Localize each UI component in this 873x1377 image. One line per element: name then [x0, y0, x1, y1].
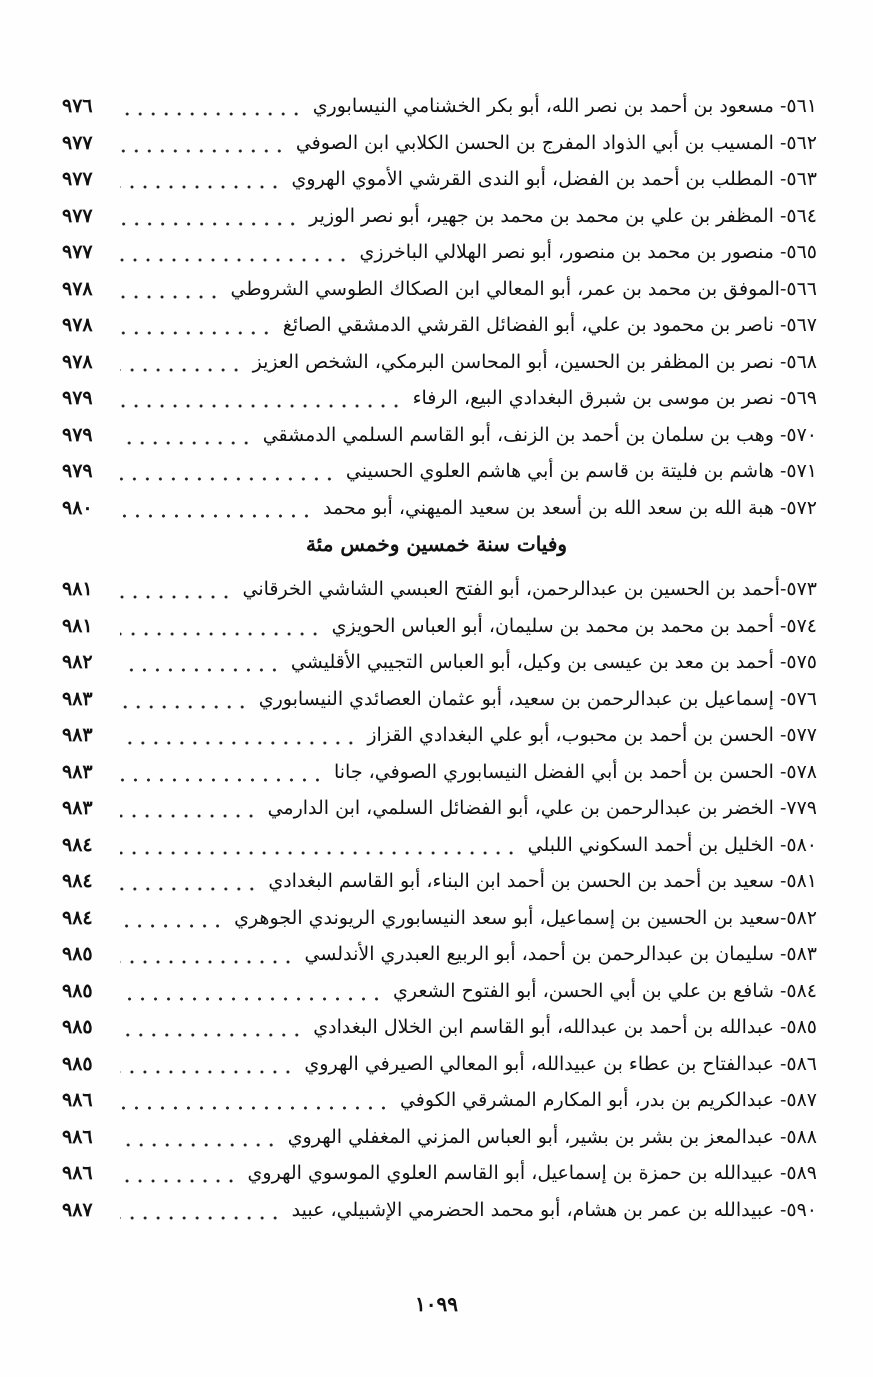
entry-title: ٥٧٣-أحمد بن الحسين بن عبدالرحمن، أبو الفتح العبسي الشاشي الخرقاني	[242, 578, 817, 600]
toc-entry	[62, 863, 817, 900]
toc-entry	[62, 754, 817, 791]
entry-title: ٥٧٠- وهب بن سلمان بن أحمد بن الزنف، أبو القاسم السلمي الدمشقي	[262, 423, 817, 446]
dot-leader	[120, 1155, 238, 1192]
entry-title: ٥٦٥- منصور بن محمد بن منصور، أبو نصر الهلالي الباخرزي	[359, 241, 817, 263]
section-heading: وفيات سنة خمسين وخمس مئة	[305, 532, 568, 556]
toc-entry	[62, 344, 817, 381]
toc-entry	[62, 900, 817, 937]
dot-leader	[120, 900, 224, 937]
toc-entry	[62, 790, 817, 827]
toc-list-2	[62, 571, 817, 1228]
entry-page-number: ٩٨٥	[62, 979, 93, 1002]
entry-page-number: ٩٨٤	[62, 833, 93, 856]
entry-page-number: ٩٧٧	[62, 241, 93, 263]
entry-title: ٥٨٨- عبدالمعز بن بشر بن بشير، أبو العباس المزني المغفلي الهروي	[287, 1125, 817, 1148]
entry-page-number: ٩٨٣	[62, 724, 93, 746]
entry-page-number: ٩٨٤	[62, 870, 93, 892]
entry-title: ٧٧٩- الخضر بن عبدالرحمن بن علي، أبو الفضائل السلمي، ابن الدارمي	[267, 797, 817, 819]
dot-leader	[120, 234, 350, 271]
page-number: ١٠٩٩	[415, 1292, 458, 1316]
toc-entry	[62, 1009, 817, 1046]
entry-title: ٥٧٧- الحسن بن أحمد بن محبوب، أبو علي البغدادي القزاز	[367, 724, 817, 746]
entry-page-number: ٩٨٠	[62, 496, 93, 519]
entry-page-number: ٩٧٨	[62, 350, 93, 373]
entry-title: ٥٦٧- ناصر بن محمود بن علي، أبو الفضائل القرشي الدمشقي الصائغ	[282, 314, 817, 336]
dot-leader	[120, 644, 281, 681]
entry-page-number: ٩٨٣	[62, 760, 93, 783]
toc-entry	[62, 234, 817, 271]
dot-leader	[120, 380, 403, 417]
entry-page-number: ٩٨٦	[62, 1089, 93, 1111]
entry-page-number: ٩٧٧	[62, 131, 93, 154]
entry-page-number: ٩٨٣	[62, 797, 93, 819]
dot-leader	[120, 161, 282, 198]
entry-title: ٥٨٠- الخليل بن أحمد السكوني اللبلي	[527, 833, 817, 856]
dot-leader	[120, 754, 324, 791]
dot-leader	[120, 490, 313, 527]
entry-title: ٥٩٠- عبيدالله بن عمر بن هشام، أبو محمد الحضرمي الإشبيلي، عبيد	[291, 1198, 817, 1221]
toc-entry	[62, 1155, 817, 1192]
dot-leader	[120, 790, 258, 827]
entry-title: ٥٨٣- سليمان بن عبدالرحمن بن أحمد، أبو الربيع العبدري الأندلسي	[304, 943, 817, 965]
entry-title: ٥٦٨- نصر بن المظفر بن الحسين، أبو المحاسن البرمكي، الشخص العزيز	[252, 350, 817, 373]
toc-entry	[62, 608, 817, 645]
dot-leader	[120, 936, 295, 973]
toc-entry	[62, 936, 817, 973]
entry-page-number: ٩٧٨	[62, 314, 93, 336]
entry-title: ٥٧٢- هبة الله بن سعد الله بن أسعد بن سعيد الميهني، أبو محمد	[322, 496, 817, 519]
entry-page-number: ٩٨٢	[62, 651, 93, 673]
entry-page-number: ٩٨٦	[62, 1162, 93, 1184]
toc-entry	[62, 1046, 817, 1083]
entry-title: ٥٦٢- المسيب بن أبي الذواد المفرج بن الحسن الكلابي ابن الصوفي	[295, 131, 817, 154]
toc-entry	[62, 644, 817, 681]
entry-page-number: ٩٧٧	[62, 204, 93, 227]
entry-title: ٥٦٦-الموفق بن محمد بن عمر، أبو المعالي ابن الصكاك الطوسي الشروطي	[230, 277, 817, 300]
entry-title: ٥٧٤- أحمد بن محمد بن محمد بن سليمان، أبو العباس الحويزي	[331, 614, 817, 637]
entry-page-number: ٩٧٧	[62, 168, 93, 190]
dot-leader	[120, 608, 322, 645]
toc-entry	[62, 571, 817, 608]
entry-title: ٥٨٥- عبدالله بن أحمد بن عبدالله، أبو القاسم ابن الخلال البغدادي	[313, 1016, 817, 1038]
dot-leader	[120, 1119, 278, 1156]
dot-leader	[120, 271, 221, 308]
entry-page-number: ٩٨٧	[62, 1198, 93, 1221]
dot-leader	[120, 1082, 390, 1119]
entry-title: ٥٦٣- المطلب بن أحمد بن الفضل، أبو الندى القرشي الأموي الهروي	[291, 168, 817, 190]
toc-entry	[62, 125, 817, 162]
toc-entry	[62, 827, 817, 864]
dot-leader	[120, 198, 299, 235]
entry-page-number: ٩٨٥	[62, 1052, 93, 1075]
toc-entry	[62, 198, 817, 235]
dot-leader	[120, 344, 243, 381]
toc-entry	[62, 681, 817, 718]
entry-page-number: ٩٧٨	[62, 277, 93, 300]
toc-entry	[62, 973, 817, 1010]
dot-leader	[120, 827, 518, 864]
dot-leader	[120, 681, 249, 718]
dot-leader	[120, 973, 383, 1010]
entry-page-number: ٩٨٥	[62, 1016, 93, 1038]
entry-page-number: ٩٨٦	[62, 1125, 93, 1148]
toc-entry	[62, 161, 817, 198]
dot-leader	[120, 717, 357, 754]
entry-title: ٥٨٦- عبدالفتاح بن عطاء بن عبيدالله، أبو المعالي الصيرفي الهروي	[304, 1052, 817, 1075]
toc-list-1	[62, 88, 817, 526]
dot-leader	[120, 125, 286, 162]
entry-title: ٥٧٨- الحسن بن أحمد بن أبي الفضل النيسابوري الصوفي، جانا	[333, 760, 817, 783]
entry-title: ٥٦٤- المظفر بن علي بن محمد بن محمد بن جهير، أبو نصر الوزير	[309, 204, 817, 227]
dot-leader	[120, 1009, 303, 1046]
toc-entry	[62, 417, 817, 454]
dot-leader	[120, 307, 273, 344]
toc-entry	[62, 1082, 817, 1119]
entry-title: ٥٧٥- أحمد بن معد بن عيسى بن وكيل، أبو العباس التجيبي الأقليشي	[290, 651, 817, 673]
dot-leader	[120, 417, 253, 454]
dot-leader	[120, 1046, 294, 1083]
toc-entry	[62, 1192, 817, 1229]
dot-leader	[120, 1192, 282, 1229]
dot-leader	[120, 571, 233, 608]
toc-entry	[62, 380, 817, 417]
entry-page-number: ٩٧٩	[62, 423, 93, 446]
toc-entry	[62, 717, 817, 754]
toc-entry	[62, 307, 817, 344]
dot-leader	[120, 88, 303, 125]
entry-title: ٥٨٩- عبيدالله بن حمزة بن إسماعيل، أبو القاسم العلوي الموسوي الهروي	[247, 1162, 817, 1184]
entry-title: ٥٨٧- عبدالكريم بن بدر، أبو المكارم المشرقي الكوفي	[399, 1089, 817, 1111]
entry-title: ٥٧١- هاشم بن فليتة بن قاسم بن أبي هاشم العلوي الحسيني	[345, 460, 817, 482]
toc-entry	[62, 88, 817, 125]
entry-page-number: ٩٧٩	[62, 460, 93, 482]
entry-page-number: ٩٧٦	[62, 95, 93, 117]
entry-page-number: ٩٨١	[62, 614, 93, 637]
toc-entry	[62, 1119, 817, 1156]
toc-entry	[62, 453, 817, 490]
toc-entry	[62, 490, 817, 527]
entry-title: ٥٧٦- إسماعيل بن عبدالرحمن بن سعيد، أبو عثمان العصائدي النيسابوري	[258, 687, 817, 710]
dot-leader	[120, 863, 258, 900]
entry-title: ٥٨٤- شافع بن علي بن أبي الحسن، أبو الفتوح الشعري	[393, 979, 817, 1002]
entry-title: ٥٨١- سعيد بن أحمد بن الحسن بن أحمد ابن البناء، أبو القاسم البغدادي	[268, 870, 817, 892]
toc-entry	[62, 271, 817, 308]
entry-page-number: ٩٨١	[62, 578, 93, 600]
entry-page-number: ٩٨٣	[62, 687, 93, 710]
entry-title: ٥٦٩- نصر بن موسى بن شبرق البغدادي البيع، الرفاء	[412, 387, 817, 409]
dot-leader	[120, 453, 336, 490]
entry-title: ٥٦١- مسعود بن أحمد بن نصر الله، أبو بكر الخشنامي النيسابوري	[312, 95, 817, 117]
entry-page-number: ٩٧٩	[62, 387, 93, 409]
entry-title: ٥٨٢-سعيد بن الحسين بن إسماعيل، أبو سعد النيسابوري الريوندي الجوهري	[234, 906, 817, 929]
entry-page-number: ٩٨٥	[62, 943, 93, 965]
entry-page-number: ٩٨٤	[62, 906, 93, 929]
